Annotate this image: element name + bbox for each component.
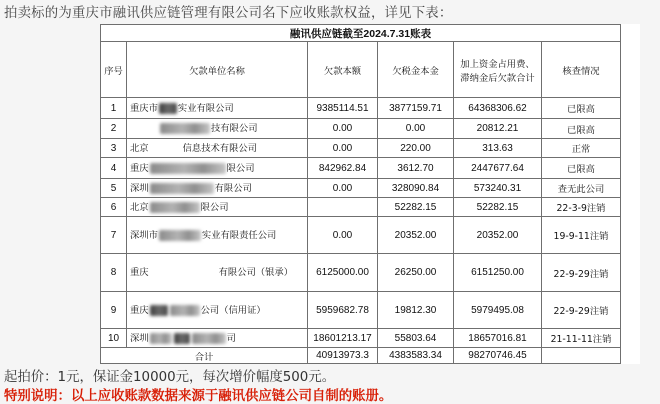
row-status: 已限高 bbox=[542, 158, 621, 179]
row-seq: 10 bbox=[101, 329, 127, 348]
totals-label: 合计 bbox=[101, 348, 308, 364]
totals-tax-principal: 4383583.34 bbox=[378, 348, 454, 364]
redaction bbox=[159, 103, 177, 114]
row-principal bbox=[308, 198, 378, 217]
row-status: 22-9-29注销 bbox=[542, 292, 621, 329]
redaction bbox=[150, 202, 200, 213]
redaction bbox=[170, 305, 200, 316]
intro-text: 拍卖标的为重庆市融讯供应链管理有限公司名下应收账款权益，详见下表： bbox=[4, 6, 453, 21]
row-seq: 2 bbox=[101, 119, 127, 139]
row-seq: 1 bbox=[101, 98, 127, 119]
header-principal: 欠款本额 bbox=[308, 42, 378, 98]
row-status: 22-9-29注销 bbox=[542, 254, 621, 292]
row-tax-principal: 220.00 bbox=[378, 139, 454, 158]
table-row bbox=[101, 158, 621, 179]
row-principal: 0.00 bbox=[308, 179, 378, 198]
row-seq: 8 bbox=[101, 254, 127, 292]
row-status: 正常 bbox=[542, 139, 621, 158]
header-debtor: 欠款单位名称 bbox=[127, 42, 308, 98]
row-total: 5979495.08 bbox=[454, 292, 542, 329]
row-total: 313.63 bbox=[454, 139, 542, 158]
table-title: 融讯供应链截至2024.7.31账表 bbox=[101, 25, 621, 42]
redaction bbox=[174, 333, 190, 344]
row-principal: 5959682.78 bbox=[308, 292, 378, 329]
header-seq: 序号 bbox=[101, 42, 127, 98]
row-status: 已限高 bbox=[542, 119, 621, 139]
row-seq: 3 bbox=[101, 139, 127, 158]
table-title-row bbox=[101, 25, 621, 42]
row-status: 已限高 bbox=[542, 98, 621, 119]
row-seq: 5 bbox=[101, 179, 127, 198]
table-row bbox=[101, 198, 621, 217]
totals-row bbox=[101, 348, 621, 364]
row-principal: 0.00 bbox=[308, 217, 378, 254]
table-row bbox=[101, 119, 621, 139]
table-row bbox=[101, 329, 621, 348]
redaction bbox=[150, 333, 172, 344]
row-total: 20352.00 bbox=[454, 217, 542, 254]
table-row bbox=[101, 139, 621, 158]
row-seq: 6 bbox=[101, 198, 127, 217]
redaction bbox=[192, 333, 226, 344]
header-tax-principal: 欠税金本金 bbox=[378, 42, 454, 98]
row-debtor: 重庆市 实业有限公司 bbox=[127, 98, 308, 119]
row-debtor: 技有限公司 bbox=[127, 119, 308, 139]
row-tax-principal: 52282.15 bbox=[378, 198, 454, 217]
ledger-sheet bbox=[100, 24, 640, 364]
row-total: 6151250.00 bbox=[454, 254, 542, 292]
row-tax-principal: 20352.00 bbox=[378, 217, 454, 254]
row-status: 21-11-11注销 bbox=[542, 329, 621, 348]
row-tax-principal: 19812.30 bbox=[378, 292, 454, 329]
row-debtor: 北京 限公司 bbox=[127, 198, 308, 217]
row-debtor: 深圳 司 bbox=[127, 329, 308, 348]
redaction bbox=[160, 123, 210, 134]
table-row bbox=[101, 217, 621, 254]
row-debtor: 深圳 有限公司 bbox=[127, 179, 308, 198]
row-total: 20812.21 bbox=[454, 119, 542, 139]
header-row bbox=[101, 42, 621, 98]
row-tax-principal: 3612.70 bbox=[378, 158, 454, 179]
row-principal: 18601213.17 bbox=[308, 329, 378, 348]
header-status: 核查情况 bbox=[542, 42, 621, 98]
row-debtor: 重庆 限公司 bbox=[127, 158, 308, 179]
receivables-table bbox=[100, 24, 621, 364]
redaction bbox=[159, 230, 201, 241]
row-total: 52282.15 bbox=[454, 198, 542, 217]
redaction bbox=[150, 163, 226, 174]
row-tax-principal: 55803.64 bbox=[378, 329, 454, 348]
starting-bid-text: 起拍价：1元，保证金10000元，每次增价幅度500元。 bbox=[4, 370, 336, 385]
row-debtor: 重庆 有限公司（银承） bbox=[127, 254, 308, 292]
row-status: 22-3-9注销 bbox=[542, 198, 621, 217]
row-tax-principal: 26250.00 bbox=[378, 254, 454, 292]
totals-total: 98270746.45 bbox=[454, 348, 542, 364]
totals-status-empty bbox=[542, 348, 621, 364]
row-debtor: 深圳市 实业有限责任公司 bbox=[127, 217, 308, 254]
totals-principal: 40913973.3 bbox=[308, 348, 378, 364]
redaction bbox=[150, 305, 168, 316]
row-tax-principal: 0.00 bbox=[378, 119, 454, 139]
redaction bbox=[150, 183, 214, 194]
row-status: 19-9-11注销 bbox=[542, 217, 621, 254]
row-total: 2447677.64 bbox=[454, 158, 542, 179]
row-principal: 9385114.51 bbox=[308, 98, 378, 119]
table-row bbox=[101, 179, 621, 198]
row-debtor: 北京 信息技术有限公司 bbox=[127, 139, 308, 158]
table-row bbox=[101, 292, 621, 329]
table-row bbox=[101, 254, 621, 292]
row-principal: 0.00 bbox=[308, 119, 378, 139]
row-principal: 6125000.00 bbox=[308, 254, 378, 292]
row-principal: 0.00 bbox=[308, 139, 378, 158]
row-status: 查无此公司 bbox=[542, 179, 621, 198]
row-seq: 4 bbox=[101, 158, 127, 179]
row-tax-principal: 328090.84 bbox=[378, 179, 454, 198]
row-principal: 842962.84 bbox=[308, 158, 378, 179]
row-total: 18657016.81 bbox=[454, 329, 542, 348]
row-tax-principal: 3877159.71 bbox=[378, 98, 454, 119]
table-row bbox=[101, 98, 621, 119]
row-seq: 9 bbox=[101, 292, 127, 329]
header-total: 加上资金占用费、滞纳金后欠款合计 bbox=[454, 42, 542, 98]
row-total: 573240.31 bbox=[454, 179, 542, 198]
row-total: 64368306.62 bbox=[454, 98, 542, 119]
row-seq: 7 bbox=[101, 217, 127, 254]
row-debtor: 重庆 公司（信用证） bbox=[127, 292, 308, 329]
special-note-text: 特别说明：以上应收账款数据来源于融讯供应链公司自制的账册。 bbox=[4, 389, 393, 404]
